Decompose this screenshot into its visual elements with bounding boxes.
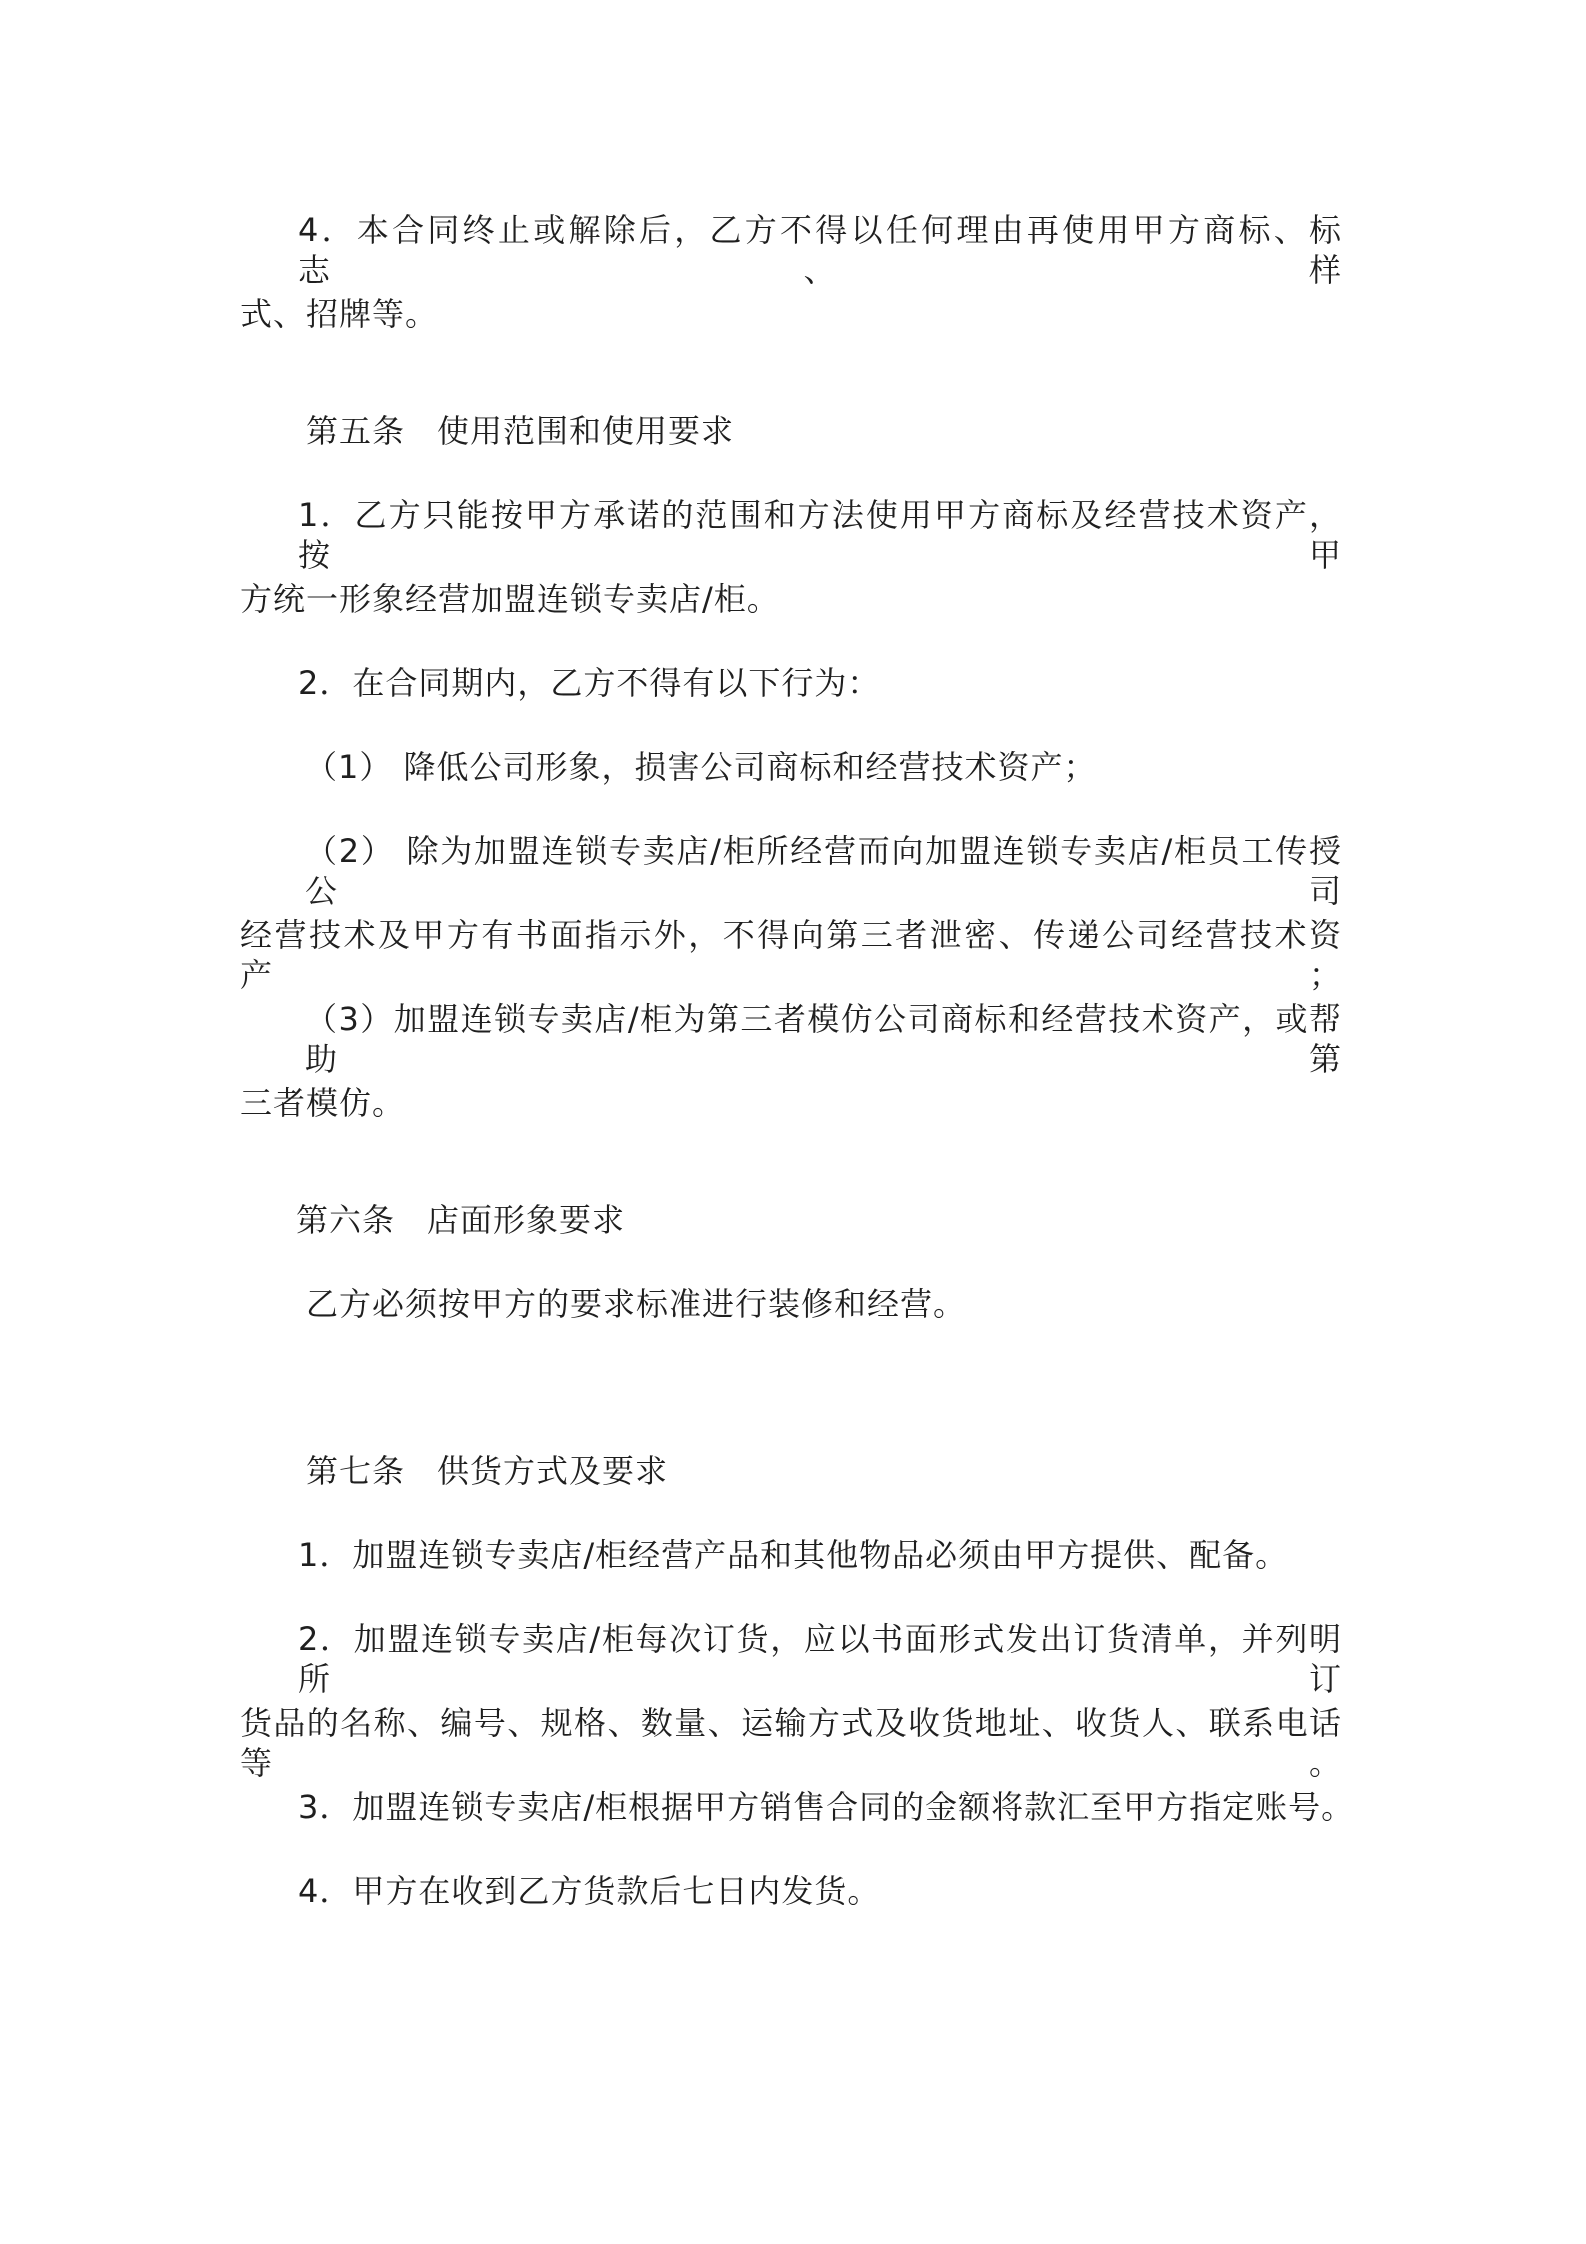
- paragraph-line: 3．加盟连锁专卖店/柜根据甲方销售合同的金额将款汇至甲方指定账号。: [298, 1788, 1355, 1826]
- section-heading-5: [306, 411, 734, 451]
- paragraph-line: 1．乙方只能按甲方承诺的范围和方法使用甲方商标及经营技术资产，按甲: [298, 496, 1342, 574]
- paragraph-line: 4．甲方在收到乙方货款后七日内发货。: [298, 1872, 881, 1910]
- list-item: （1） 降低公司形象，损害公司商标和经营技术资产；: [305, 748, 1097, 786]
- section-number: 第六条: [296, 1201, 396, 1239]
- section-number: 第五条: [306, 412, 406, 450]
- paragraph-line: 方统一形象经营加盟连锁专卖店/柜。: [240, 580, 780, 618]
- section-title: 店面形象要求: [427, 1201, 626, 1239]
- paragraph-line: 货品的名称、编号、规格、数量、运输方式及收货地址、收货人、联系电话等。: [240, 1704, 1342, 1782]
- section-title: 供货方式及要求: [437, 1452, 669, 1490]
- section-heading-7: [306, 1451, 668, 1491]
- paragraph-line: 4．本合同终止或解除后，乙方不得以任何理由再使用甲方商标、标志、样: [298, 211, 1342, 289]
- paragraph-line: 2．在合同期内，乙方不得有以下行为：: [298, 664, 881, 702]
- list-item: （3）加盟连锁专卖店/柜为第三者模仿公司商标和经营技术资产，或帮助第: [305, 1000, 1342, 1078]
- paragraph-line: 乙方必须按甲方的要求标准进行装修和经营。: [306, 1285, 967, 1323]
- section-number: 第七条: [306, 1452, 406, 1490]
- list-item: （2） 除为加盟连锁专卖店/柜所经营而向加盟连锁专卖店/柜员工传授公司: [305, 832, 1342, 910]
- paragraph-line: 2．加盟连锁专卖店/柜每次订货，应以书面形式发出订货清单，并列明所订: [298, 1620, 1342, 1698]
- paragraph-line: 式、招牌等。: [240, 295, 439, 333]
- paragraph-line: 三者模仿。: [240, 1084, 406, 1122]
- paragraph-line: 1．加盟连锁专卖店/柜经营产品和其他物品必须由甲方提供、配备。: [298, 1536, 1289, 1574]
- section-heading-6: [296, 1200, 625, 1240]
- paragraph-line: 经营技术及甲方有书面指示外，不得向第三者泄密、传递公司经营技术资产；: [240, 916, 1342, 994]
- section-title: 使用范围和使用要求: [437, 412, 735, 450]
